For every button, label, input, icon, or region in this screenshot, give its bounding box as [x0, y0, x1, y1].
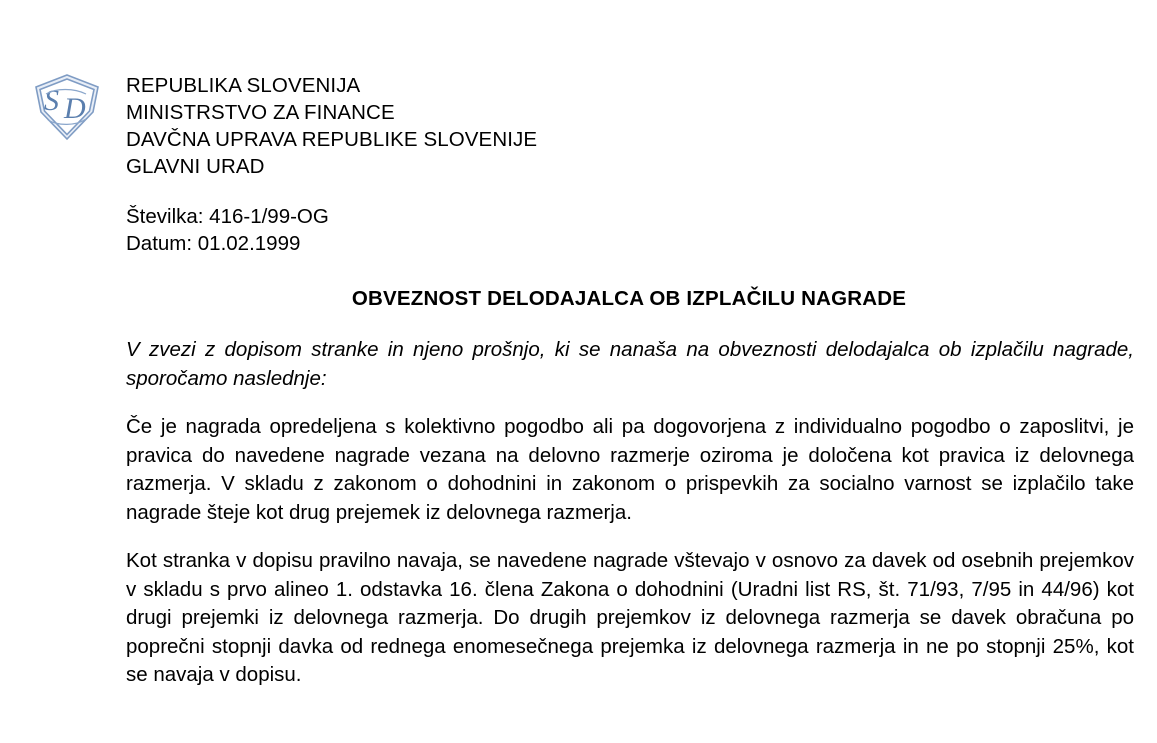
organization-block — [126, 68, 537, 180]
paragraph-1: Če je nagrada opredeljena s kolektivno pogodbo ali pa dogovorjena z individualno pogodbo o zaposlitvi, je pravica do navedene nagrade vezana na delovno razmerje oziroma je določena kot pravica iz delovnega razmerja. V skladu z zakonom o dohodnini in zakonom o prispevkih za socialno varnost se izplačilo take nagrade šteje kot drug prejemek iz delovnega razmerja. — [126, 415, 1134, 524]
coat-of-arms-icon — [30, 72, 104, 142]
letterhead — [30, 68, 1130, 180]
org-line-1: REPUBLIKA SLOVENIJA — [126, 74, 361, 97]
reference-number: Številka: 416-1/99-OG — [126, 205, 329, 228]
svg-text:S: S — [44, 84, 59, 117]
org-line-2: MINISTRSTVO ZA FINANCE — [126, 101, 395, 124]
paragraph-intro: V zvezi z dopisom stranke in njeno prošnjo, ki se nanaša na obveznosti delodajalca ob izplačilu nagrade, sporočamo naslednje: — [126, 338, 1134, 390]
svg-text:D: D — [64, 92, 86, 125]
reference-block — [126, 203, 329, 257]
paragraph-2: Kot stranka v dopisu pravilno navaja, se navedene nagrade vštevajo v osnovo za davek od osebnih prejemkov v skladu s prvo alineo 1. odstavka 16. člena Zakona o dohodnini (Uradni list RS, št. 71/93, 7/95 in 44/96) kot drugi prejemki iz delovnega razmerja. Do drugih prejemkov iz delovnega razmerja se davek obračuna po poprečni stopnji davka od rednega enomesečnega prejemka iz delovnega razmerja in ne po stopnji 25%, kot se navaja v dopisu. — [126, 549, 1134, 686]
reference-date: Datum: 01.02.1999 — [126, 232, 301, 255]
page-title: OBVEZNOST DELODAJALCA OB IZPLAČILU NAGRADE — [351, 287, 907, 310]
org-line-4: GLAVNI URAD — [126, 155, 265, 178]
document-body — [126, 336, 1134, 690]
org-line-3: DAVČNA UPRAVA REPUBLIKE SLOVENIJE — [126, 128, 538, 151]
